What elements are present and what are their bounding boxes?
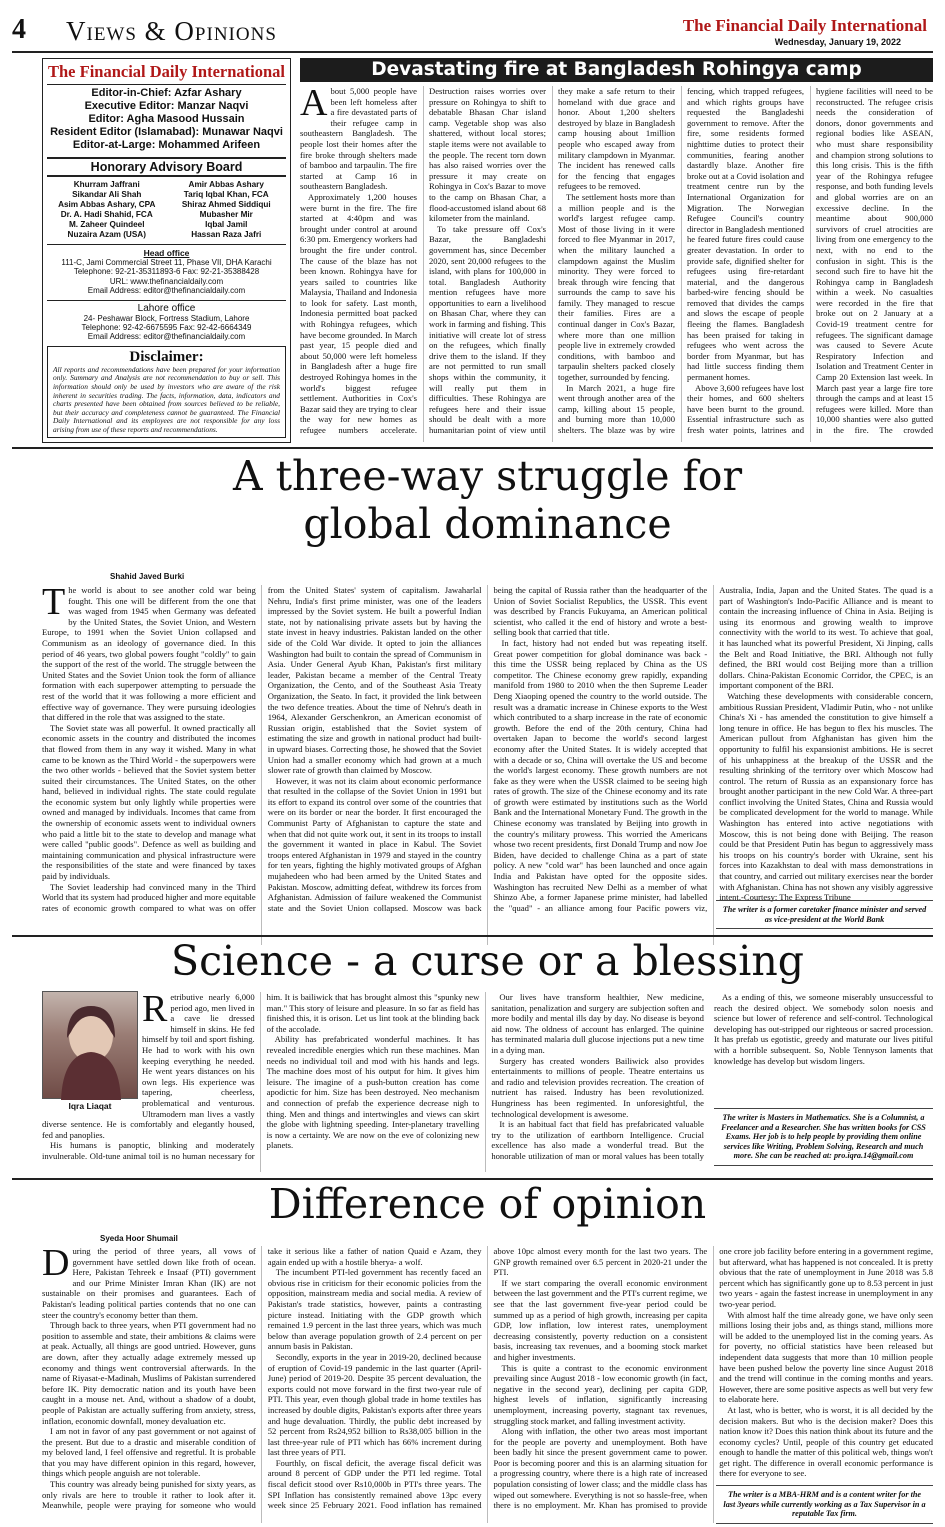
paragraph: uring the period of three years, all vows of government have settled down like froth of ocean. Here, Pakistan Tehreek e Insaaf (PTI) government and our Prime Minister Imran Khan (IK) are not sustainable on their promises and guarantees. Each of Pakistan's leading political parties contends that no one can steer the country's economy better than them. (42, 1246, 256, 1320)
difference-dropcap: D (42, 1246, 70, 1284)
paragraph: bout 5,000 people have been left homeless after a fire devastated parts of their refugee camp in southeastern Bangladesh. The people lost their homes after the fire broke through shelters made of bamboo and tarpaulin. The fire started at Camp 16 in southeastern Bangladesh. (300, 86, 417, 192)
difference-headline: Difference of opinion (268, 1180, 707, 1228)
address-line: 111-C, Jami Commercial Street 11, Phase VII, DHA Karachi (61, 258, 272, 267)
science-article-body (42, 992, 704, 1172)
paragraph: I am not in favor of any past government or not against of the present. But due to a drastic and miserable condition of my beloved land, I feel offensive and regretful. It is probable that you may have different opinion in this regard, however, things which people anguish are not tolerable. (42, 1426, 256, 1479)
board-member: Iqbal Jamil (205, 220, 248, 229)
paragraph: The Soviet state was all powerful. It owned practically all economic assets in the country and distributed the incomes that flowed from them in any way it wished. Many in what came to be known as the Third World - the superpowers were the two other worlds - believed that the Soviet system better suited their circumstances. The United States, on the other hand, believed in individual rights. The state could regulate the economic system but only lightly while properties were owned and managed by individuals. Incomes that came from the ownership of economic assets went to individual owners who paid a little bit to the state to develop and manage what were called "public goods". Defence as well as building and maintaining communication and physical infrastructure were the responsibilities of the state and were financed by taxes paid by individuals. (42, 722, 256, 882)
phone-line: Telephone: 92-21-35311893-6 Fax: 92-21-35388428 (73, 267, 260, 277)
photo-spacer (42, 992, 142, 1112)
struggle-byline: Shahid Javed Burki (110, 572, 185, 581)
editor-list (47, 87, 286, 152)
paragraph: The incumbent PTI-led government has recently faced an obvious rise in criticism for their economic policies from the opposition, mainstream media and social media. A review of Pakistan's trade statistics, however, paints a contrasting picture instead. Initiating with the GDP growth which remained 1.9 percent in the last three years, which was much below than average population growth of 2.4 percent on per annum basis in Pakistan. (267, 1267, 482, 1352)
paragraph: Surgery has created wonders Bailiwick also provides entertainments to millions of people. Theatre entertains us and radio and television provides recreation. The creation of nutrient has raised. Industry has been revolutionized. Hungriness has been regimented. In unforesightful, the technological development is awesome. (491, 1055, 704, 1119)
board-member: Shiraz Ahmed Siddiqui (181, 200, 271, 209)
paragraph: His humans is panoptic, blinking and moderately invulnerable. Old-tune animal toil is no human necessary for him. It is bailiwick that has brought almost this "spunky new man." This story of leisure and pleasure. In so far as field has finished this, it is orison. Let us lint took at the blinding back of the accolade. (42, 992, 480, 1161)
board-member: Khurram Jaffrani (73, 180, 140, 189)
difference-byline: Syeda Hoor Shumail (100, 1234, 178, 1243)
email-line: Email Address: editor@thefinancialdaily.com (87, 332, 246, 342)
paragraph: etributive nearly 6,000 period ago, men lived in a cave lie dressed himself in skins. He fed himself by toil and sport fishing. He had to work with his own keeping everything he needed. He went years distances on his own legs. His experience was tapering, cheerless, problematical and venturous. Ultramodern man lives a vastly diverse sentence. He is comfortably and elegantly housed, fed and panoplies. (42, 992, 255, 1140)
executive-editor: Executive Editor: Manzar Naqvi (84, 100, 249, 112)
board-member: Sikandar Ali Shah (72, 190, 142, 199)
paragraph: Above 3,600 refugees have lost their homes, and 600 shelters have been burnt to the ground. Essential infrastructure such as fresh water points, latrines and hygiene facilities will need to be reconstructed. The refugee crisis needs the consideration of donors, donor governments and regional bodies like ASEAN, who must share responsibility and champion strong solutions to this long crisis. This is the fifth year of the Rohingya refugee response, and both funding levels and global worries are on an excessive decline. In the meantime about 900,000 survivors of cruel atrocities are living from one emergency to the next, with no end to the confusion in sight. This is the second such fire to have hit the Rohingya camp in Bangladesh within a week. No casualties were recorded in the fire that broke out on 2 January at a Covid-19 treatment centre for refugees. The significant damage was caused to Severe Acute Respiratory Infection and Isolation and Treatment Center in Camp 20 Extension last week. In March past year a large fire tore through the camps and at least 15 refugees were killed. More than 10,000 shanties were also gutted in the fire. The crowded (687, 86, 933, 435)
paragraph: Fourthly, on fiscal deficit, the average fiscal deficit was around 8 percent of GDP under the PTI led regime. Total fiscal deficit stood over Rs10,000b in PTI's three years. The SPI Inflation has consistently remained above 13pc every week since 25 February 2021. Food inflation has remained above 10pc almost every month for the last two years. The GNP growth remained over 6.5 percent in 2020-21 under the PTI. (267, 1246, 708, 1511)
issue-date: Wednesday, January 19, 2022 (774, 37, 901, 47)
paragraph: At last, who is better, who is worst, it is all decided by the decision makers. But who is the decision maker? Does this nation know it? Does this nation think about its future and the economy cycles? Until, people of this country get educated enough to handle the matter of this political web, things won't get right. The difference in overall economic performance is there for everyone to see. (719, 1404, 933, 1479)
paragraph: Ability has prefabricated wonderful machines. It has revealed incredible energies which run these machines. Man needs no individual toil and mod with his hands and legs. The machine does most of his output for him. It gives him leisure. The imagine of a push-button creation has come apodictic for him. Size has been destroyed. Neo mechanism and connection of prefab the experience decrease nigh to thing. Men and things and intertwingles and views can skirt the globe with lightning speeding. Inter-planetary travelling is now a certainty. We are now on the eve of colonizing new planets. (266, 1034, 480, 1151)
headline-line: A three-way struggle for (232, 452, 743, 500)
page-number: 4 (12, 14, 26, 45)
paragraph: This country was already being punished for sixty years, as only rivals are here to trouble it rather to look after it. Meanwhile, people were praying for someone who would take it serious like a father of nation Quaid e Azam, they again ended up with a hostile bherya- a wolf. (42, 1246, 482, 1511)
disclaimer-box (47, 346, 286, 438)
staff-box (42, 58, 291, 443)
header-rule (12, 51, 933, 53)
head-office-address (47, 258, 286, 296)
paragraph: Along with inflation, the other two areas most important for the people are poverty and unemployment. Both have been badly hit since the present government came to power. Poor is becoming poorer and this is an alarming situation for a progressing country, where there is a high rate of increased population consisting of lower class; and the middle class has wiped out somewhere. Everything is not so hassle-free, when there is no employment. Mr. Khan has promised to provide one crore job facility before entering in a government regime, but afterward, what has happened is not concealed. It is pretty obvious that the rate of unemployment in June 2018 was 5.8 percent which has significantly gone up to 8.53 percent in just two years - again the fastest increase in unemployment in any two-year period. (493, 1246, 933, 1511)
struggle-dropcap: T (42, 585, 66, 623)
paragraph: Through back to three years, when PTI government had no position to assemble and state, their ambitions & claims were at peak. Actually, all things are good untried. However, guns are down, after they actually adage extremely messed up economy and things went controversial afterwards. In the name of Riyasat-e-Madinah, Muslims of Pakistan surrendered before IK. Pity democratic nation and its youth have been caught in a mouse net. And, without a shadow of a doubt, people of Pakistan are actually suffering from anxiety, stress, inflation, economic downfall, money devaluation etc. (42, 1320, 256, 1426)
fire-dropcap: A (300, 86, 328, 124)
paragraph: This is quite a contrast to the economic environment prevailing since August 2018 - low economic growth (in fact, negative in the second year), declining per capita GDP, highest levels of inflation, significantly increasing unemployment, increasing poverty, stagnant tax revenues, struggling stock market, and falling investment activity. (493, 1362, 708, 1426)
struggle-writer-note: The writer is a former caretaker finance minister and served as vice-president at the World Bank (716, 900, 933, 929)
paragraph: As a ending of this, we someone miserably unsuccessful to reach the desired object. We somebody solon noesis and science but lower of reference and self-control. Technological developing has out-stripped our righteous or sacred procession. It has prefab us egotistic, greedy and maturate our lives pitiful with a horrible subsequent. So, Noble Tennyson laments that knowledge has develop but wisdom lingers. (714, 992, 933, 1066)
paragraph: Approximately 1,200 houses were burnt in the fire. The fire started at 4:40pm and was brought under control at around 6:30 pm. Emergency workers had brought the fire under control. The cause of the blaze has not been known. Rohingya have for years sailed to countries like Malaysia, Thailand and Indonesia to look for safety. Last month, Indonesia permitted boat packed with Rohingya refugees, which have become grounded. In March past year, 15 people died and about 50,000 were left homeless in Bangladesh after a huge fire destroyed Rohingya homes in the world's biggest refugee settlement. Authorities in Cox's Bazar said they are trying to clear the way for new homes as refugee numbers accelerate. Destruction raises worries over pressure on Rohingya to shift to debatable Bhasan Char island camp. Vegetable shop was also shattered, without local stores; staple items were not available to the people. The recent torn down has also raised worries over the pressure it may create on Rohingya in Cox's Bazar to move to the camp on Bhasan Char, a flood-accustomed island about 68 kilometer from the mainland. (300, 86, 546, 435)
science-writer-note: The writer is Masters in Mathematics. She is a Columnist, a Freelancer and a Researcher. She has written books for CSS Exams. Her job is to help people by providing them online services like Writing, Problem Solving, Research and much more. She can be reached at: pro.iqra.14@gmail.com (714, 1108, 933, 1166)
headline-line: global dominance (303, 500, 672, 548)
paragraph: Secondly, exports in the year in 2019-20, declined because of eruption of Covid-19 pandemic in the last quarter (April-June) period of 2019-20. Despite 35 percent devaluation, the exports could not move forward in the first two-year rule of PTI. This year, even though global trade in home textiles has increased by double digits, Pakistan's exports after three years and huge devaluation. Thirdly, the public debt increased by 52 percent from Rs24,952 billion to Rs38,005 billion in the last three-year rule of PTI which has 66% increment during last three years of PTI. (267, 1351, 482, 1458)
science-article-continued (714, 992, 933, 1102)
editor-in-chief: Editor-in-Chief: Azfar Ashary (91, 87, 242, 99)
editor: Editor: Agha Masood Hussain (88, 113, 245, 125)
honorary-board-title: Honorary Advisory Board (47, 157, 286, 177)
paragraph: To take pressure off Cox's Bazar, the Bangladeshi government has, since December 2020, sent 20,000 refugees to the island, with plans for 100,000 in total. Bangladesh Authority mention refugees have more opportunities to earn a livelihood on Bhasan Char, where they can work in farming and fishing. This initiative will create lot of stress on the refugees, which finally drive them to the island. If they are not permitted to run small shops within the community, it will really put them in difficulties. These Rohingya are refugees here and their issue should be dealt with a more humanitarian point of view until they make a safe return to their homeland with due grace and honor. About 1,200 shelters destroyed by blaze in Bangladesh camp housing about 1million people who escaped away from military clampdown in Myanmar. The incident has renewed calls for the fencing that engages refugees to be removed. (429, 86, 675, 435)
phone-line: Telephone: 92-42-6675595 Fax: 92-42-6664349 (81, 323, 252, 333)
board-member: Nuzaira Azam (USA) (67, 230, 146, 239)
board-member: Mubasher Mir (199, 210, 253, 219)
paragraph: In March 2021, a huge fire went through another area of the camp, killing about 15 people, and burning more than 10,000 shelters. The blaze was by wire fencing, which trapped refugees, and which rights groups have requested the Bangladeshi government to remove. After the fire, some residents formed nighttime duties to protect their communities, fearing another dastardly blaze. Another fire broke out at a Covid isolation and treatment centre run by the International Organization for Migration. The Norwegian Refugee Council's country director in Bangladesh mentioned he feared future fires could cause greater devastation. In order to provide safe, dignified shelter for refugees using fire-retardant material, and the dangerous barbed-wire fencing should be removed that divides the camps and slows the escape of people fleeing the flames. Bangladesh has been praised for taking in refugees who went across the border from Myanmar, but has had little success finding them permanent homes. (558, 86, 804, 435)
struggle-article-body (42, 585, 933, 945)
board-member: Hassan Raza Jafri (191, 230, 262, 239)
url-line: URL: www.thefinancialdaily.com (109, 276, 224, 286)
paragraph: The Soviet leadership had convinced many in the Third World that its system had produced higher and more equitable rates of economic growth compared to what was on offer from the United States' system of capitalism. Jawaharlal Nehru, India's first prime minister, was one of the leaders impressed by the Soviet system. He built a powerful Indian state, not by nationalising private assets but by having the state invest in heavy industries. Pakistan landed on the other side of the Cold War divide. It opted to join the alliances Washington had built to contain the spread of Communism in Asia. Under General Ayub Khan, Pakistan's first military leader, Pakistan became a member of the Central Treaty Organization, the Cento, and of the Southeast Asia Treaty Organization, the Seato. In fact, it provided the link between the two defence treaties. About the time of Nehru's death in 1964, Alexander Gerschenkron, an American economist of Russian origin, established that the Soviet system of estimating the size and growth in national product had built-in upward biases. Correcting those, he showed that the Soviet Union had a smaller economy which had grown at a much slower rate of growth than claimed by Moscow. (42, 585, 482, 913)
lahore-office-address (47, 314, 286, 342)
difference-article-body (42, 1246, 933, 1523)
head-office-title: Head office (47, 244, 286, 258)
fire-article-body (300, 86, 933, 442)
board-member: Dr. A. Hadi Shahid, FCA (60, 210, 153, 219)
paragraph: Watching these developments with considerable concern, ambitious Russian President, Vladimir Putin, who - not unlike China's Xi - has amended the constitution to give himself a long tenure in office. He has begun to flex his muscles. The American pullout from Afghanistan has given him the opportunity to fulfil his expansionist ambitions. He is secret of his unhappiness at the breakup of the USSR and the resulting shrinking of the territory over which Moscow had control. The return of Russia as an expansionary force has brought another participant in the new Cold War. A three-part conflict involving the United States, China and Russia would be complicated development for the world to manage. While Washington has entered into active negotiations with Moscow, this is not being done with Beijing. The reason could be that President Putin has begun to aggressively mass his troops on his country's border with Ukraine, sent his forces into Kazakhstan to deal with mass demonstrations in that country, and carried out military exercises near the border with Afghanistan. China has not shown any visibly aggressive intent.-Courtesy: The Express Tribune (719, 690, 933, 903)
section-title: Views & Opinions (66, 16, 277, 46)
paragraph: The settlement hosts more than a million people and is the world's largest refugee camp. Most of those living in it were forced to flee Myanmar in 2017, when the military launched a clampdown against the Muslim minority. They were forced to break through wire fencing that surrounds the camp to save his family. They managed to rescue their families. Fires are a continual danger in Cox's Bazar, where more than one million people live in extremely crowded conditions, with bamboo and tarpaulin shelters packed closely together, surrounded by fencing. (558, 191, 675, 383)
masthead-title: The Financial Daily International (682, 16, 927, 35)
board-left-column (47, 180, 167, 240)
paragraph: It is an habitual fact that field has prefabricated valuable try to the utilization of earthborn Intelligence. Crucial excellence has also made a wonderful tread. But the honorable utilization of man or moral values has been totally (491, 1119, 704, 1161)
resident-editor: Resident Editor (Islamabad): Munawar Naqvi (50, 126, 283, 138)
paragraph: If we start comparing the overall economic environment between the last government and the PTI's current regime, we see that the last government five-year period could be summed up as a period of high growth, increasing per capita GDP, low inflation, low interest rates, unemployment decreasing consistently, poverty reduction on a consistent basis, increasing tax revenues, and a booming stock market and higher investments. (493, 1277, 708, 1362)
board-member: Tariq Iqbal Khan, FCA (183, 190, 269, 199)
sidebar-masthead: The Financial Daily International (47, 62, 286, 85)
board-member: Amir Abbas Ashary (188, 180, 264, 189)
board-right-column (167, 180, 287, 240)
fire-headline: Devastating fire at Bangladesh Rohingya camp (300, 58, 933, 82)
paragraph: he world is about to see another cold war being fought. This one will be different from the one that was waged from 1945 when Germany was defeated by the United States, the Soviet Union, and Western Europe, to 1991 when the Soviet Union collapsed and Communism as an ideology of governance died. In this period of 46 years, two global powers fought "coldly" to gain the support of the rest of the world. The struggle between the United States and the Soviet Union took the form of alliance formation with each superpower attempting to persuade the rest of the world that it was following a more efficient and effective way of governance. They were pursuing ideologies that differed in the role that was assigned to the state. (42, 585, 256, 723)
difference-writer-note: The writer is a MBA-HRM and is a content writer for the last 3years while currently working as a Tax Supervisor in a reputable Tax firm. (716, 1485, 933, 1524)
disclaimer-title: Disclaimer: (129, 348, 204, 365)
science-headline: Science - a curse or a blessing (170, 937, 805, 985)
section-divider (12, 447, 933, 449)
paragraph: In fact, history had not ended but was repeating itself. Great power competition for global dominance was back - this time the USSR being replaced by China as the US competitor. The Chinese economy grew rapidly, expanding manifold from 1980 to 2010 when the then Supreme Leader Deng Xiaoping opened the country to the world outside. The result was a dramatic increase in Chinese exports to the West which contributed to a sharp increase in the rate of economic growth. Before the end of the 20th century, China had overtaken Japan to become the world's second largest economy after the United States. It is widely accepted that with a decade or so, China will overtake the US and become the world's largest economy. These growth numbers are not fake as they were when the USSR claimed to be seeing high rates of growth. The size of the Chinese economy and its rate of growth were estimated by institutions such as the World Bank and the International Monetary Fund. The growth in the Chinese economy was translated by Beijing into growth in the country's military prowess. This worried the Americans whose two recent presidents, first Donald Trump and now Joe Biden, have decided to challenge China as a part of state policy. A new "cold war" has been launched and once again India and Pakistan have opted for the opposite sides. Washington has recruited New Delhi as a member of what Shinzo Abe, a former Japanese prime minister, had labelled the "quad" - an alliance among four Pacific powers viz, Australia, India, Japan and the United States. The quad is a part of Washington's Indo-Pacific Alliance and is meant to contain the increasing influence of China in Asia. Beijing is using its enormous and growing wealth to improve connectivity with the world to its west. To achieve that goal, it has launched what its powerful President, Xi Jinping, calls the Belt and Road Initiative, the BRI. Although not fully defined, the BRI would cost Beijing more than a trillion dollars. China-Pakistan Economic Corridor, the CPEC, is an important component of the BRI. (493, 585, 933, 913)
paragraph: With almost half the time already gone, we have only seen millions losing their jobs and, as things stand, millions more will be added to the unemployed list in the coming years. As for poverty, no official statistics have been released but independent data suggests that more than 10 million people have been pushed below the poverty line since August 2018 and the trend will continue in the coming months and years. However, there are some positive aspects as well but very few to elaborate here. (719, 1309, 933, 1405)
struggle-headline (42, 452, 933, 548)
honorary-board-list (47, 180, 286, 240)
editor-at-large: Editor-at-Large: Mohammed Arifeen (72, 139, 261, 151)
disclaimer-text: All reports and recommendations have been prepared for your information only. Summary and Analysis are not recommendation to buy or sell. This information should only be used by investors who are aware of the risk inherent in securities trading. The facts, information, data, indicators and charts presented have been obtained from sources believed to be reliable, but their accuracy and completeness cannot be guaranteed. The Financial Daily International and its employees are not responsible for any loss arising from use of these reports and recommendations. (53, 364, 280, 434)
author-caption: Iqra Liaqat (68, 1101, 112, 1111)
lahore-office-title: Lahore office (47, 300, 286, 314)
science-dropcap: R (142, 992, 168, 1030)
board-member: M. Zaheer Quindeel (68, 220, 145, 229)
paragraph: However, it was not its claim about economic performance that resulted in the collapse of the Soviet Union in 1991 but its effort to expand its control over some of the countries that were on its border or near the border. It first encouraged the Communist Party of Afghanistan to capture the state and when that did not quite work out, it sent in its troops to install the government it wanted in place in Kabul. The Soviet troops entered Afghanistan in 1979 and stayed in the country for ten years, fighting the highly motivated groups of Afghan mujahedeen who had been armed by the United States and Pakistan. Moscow, admitting defeat, withdrew its forces from Afghanistan. Admission of failure weakened the Communist state and the Soviet Union collapsed. Moscow was back being the capital of Russia rather than the headquarter of the Union of Soviet Socialist Republics, the USSR. This event was described by Francis Fukuyama, an American political scientist, who called it the end of history and wrote a best-selling book that carried that title. (267, 585, 708, 913)
email-line: Email Address: editor@thefinancialdaily.com (87, 286, 246, 296)
address-line: 24- Peshawar Block, Fortress Stadium, Lahore (83, 313, 250, 323)
paragraph: Our lives have transform healthier, New medicine, sanitation, penalization and surgery are subjection soften and more bodily and mental ills day by day. No disease is beyond aid now. The oldness of account has enlarged. The quinine has terminated malaria dull glucose injections put a new time in a dying man. (491, 992, 704, 1055)
board-member: Asim Abbas Ashary, CPA (58, 200, 156, 209)
